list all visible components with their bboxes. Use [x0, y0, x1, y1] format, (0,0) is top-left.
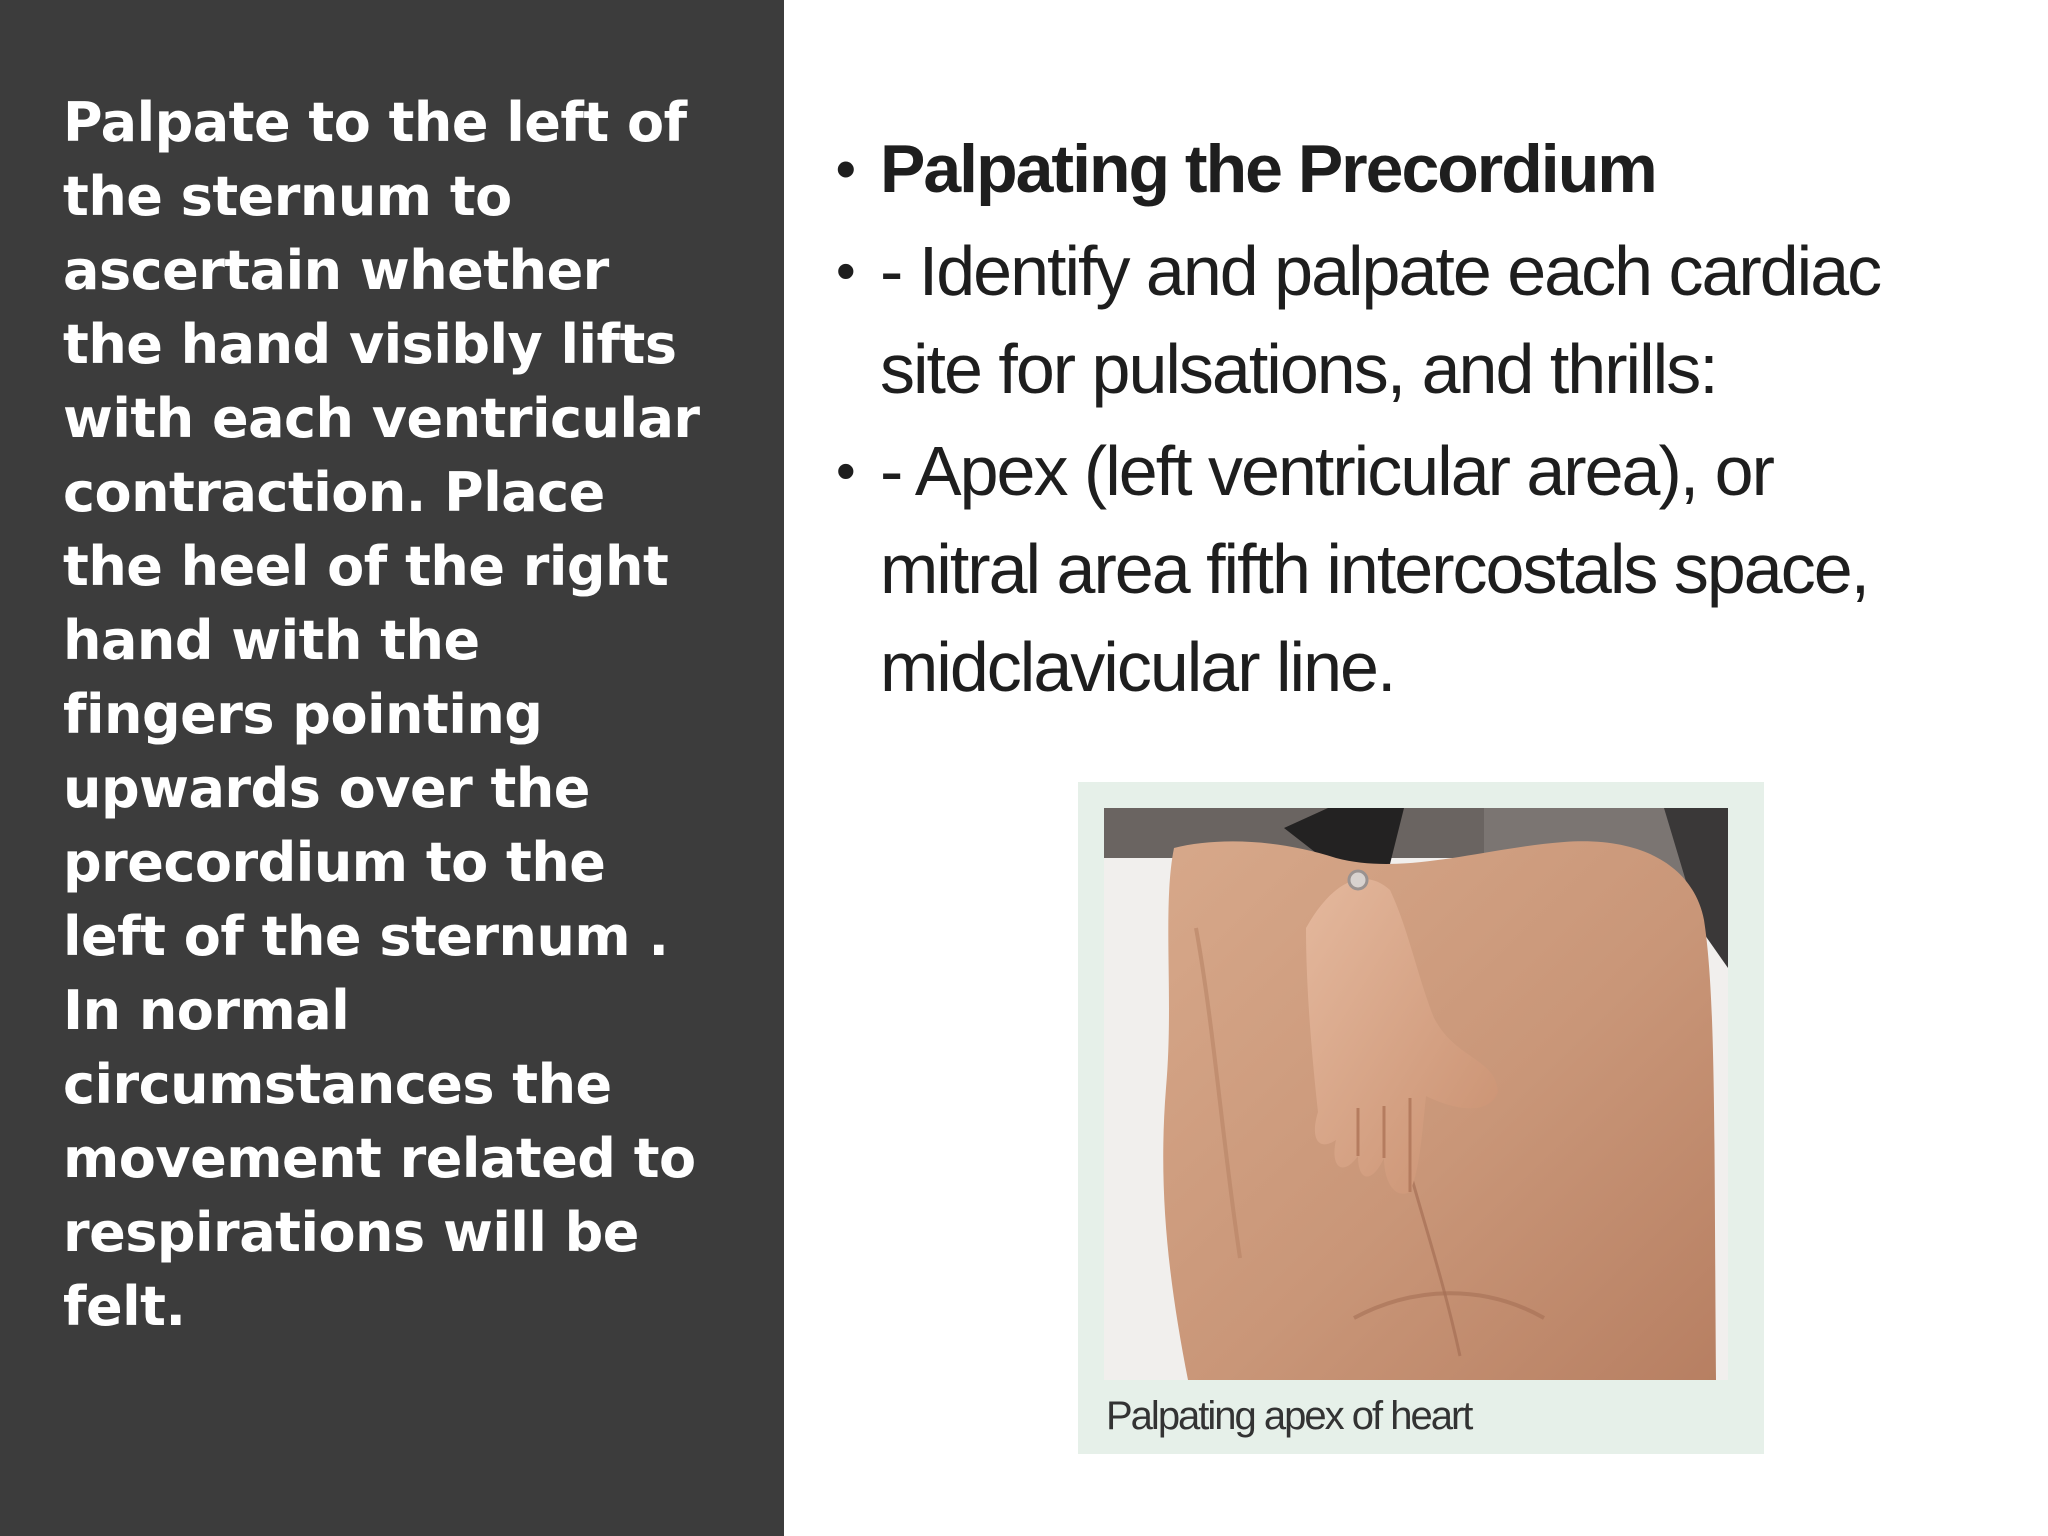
bullet-list — [836, 120, 1916, 716]
figure — [1078, 782, 1764, 1454]
figure-caption: Palpating apex of heart — [1106, 1394, 1472, 1438]
instruction-text: Palpate to the left of the sternum to ascertain whether the hand visibly lifts with each ventricular contraction. Place the heel of the right hand with the fingers pointing upwards over the precordium to the left of the sternum . In normal circumstances the movement related to respirations will be felt. — [63, 91, 700, 1338]
palpation-photo — [1104, 808, 1728, 1380]
bullet-heading: • Palpating the Precordium — [836, 120, 1916, 218]
left-text-panel — [0, 0, 784, 1536]
bullet-item: • - Identify and palpate each cardiac site for pulsations, and thrills: — [836, 222, 1916, 418]
bullet-item: • - Apex (left ventricular area), or mitral area fifth intercostals space, midclavicular line. — [836, 422, 1916, 716]
